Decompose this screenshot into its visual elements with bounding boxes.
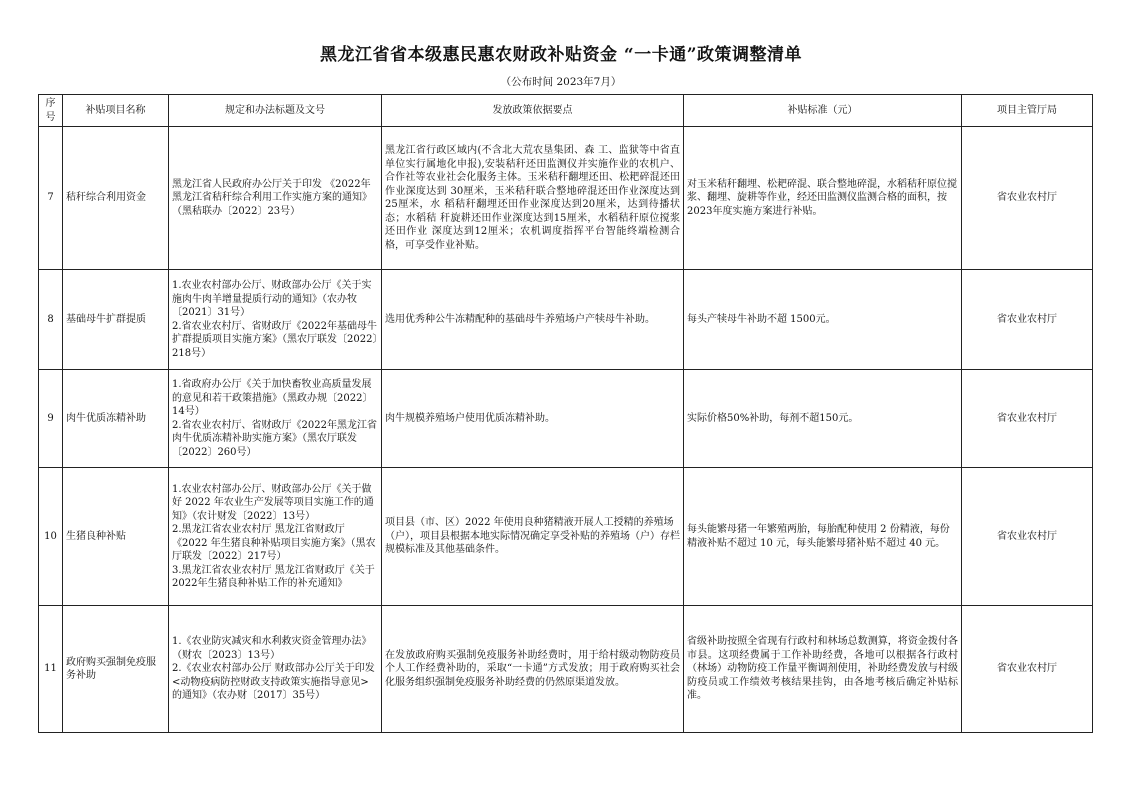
doc-line: 2.省农业农村厅、省财政厅《2022年黑龙江省肉牛优质冻精补助实施方案》（黑农厅联发〔2022〕260号） <box>172 419 377 458</box>
doc-line: 2.《农业农村部办公厅 财政部办公厅关于印发<动物疫病防控财政支持政策实施指导意见>的通知》（农办财〔2017〕35号） <box>172 663 375 702</box>
table-row <box>39 370 1093 468</box>
cell-standard: 对玉米秸秆翻埋、松耙碎混、联合整地碎混，水稻秸秆原位搅浆、翻埋、旋耕等作业，经还田监测仪监测合格的面积，按2023年度实施方案进行补贴。 <box>684 127 962 270</box>
doc-line: 1.省政府办公厅《关于加快畜牧业高质量发展的意见和若干政策措施》（黑政办规〔2022〕14号） <box>172 379 373 417</box>
doc-line: 3.黑龙江省农业农村厅 黑龙江省财政厅《关于2022年生猪良种补贴工作的补充通知》 <box>172 564 375 589</box>
cell-standard: 省级补助按照全省现有行政村和林场总数测算，将资金拨付各市县。这项经费属于工作补助经费，各地可以根据各行政村（林场）动物防疫工作量平衡调剂使用，补助经费发放与村级防疫员或工作绩效考核结果挂钩，由各地考核后确定补贴标准。 <box>684 606 962 733</box>
cell-name: 生猪良种补贴 <box>63 468 169 606</box>
table-row <box>39 468 1093 606</box>
policy-table <box>38 94 1093 733</box>
cell-name: 政府购买强制免疫服务补助 <box>63 606 169 733</box>
header-doc: 规定和办法标题及文号 <box>169 95 382 127</box>
table-header-row <box>39 95 1093 127</box>
doc-line: 黑龙江省人民政府办公厅关于印发 《2022年黑龙江省秸秆综合利用工作实施方案的通知》（黑秸联办〔2022〕23号） <box>172 178 372 217</box>
cell-name: 秸秆综合利用资金 <box>63 127 169 270</box>
cell-basis: 黑龙江省行政区域内(不含北大荒农垦集团、森 工、监狱等中省直单位实行属地化申报),安装秸秆还田监测仪并实施作业的农机户、合作社等农业社会化服务主体。玉米秸秆翻埋还田、松耙碎混还田作业深度达到 30厘米，玉米秸秆联合整地碎混还田作业深度达到 25厘米，水 稻秸秆翻埋还田作业深度达到20厘米，达到待播状态；水稻秸 秆旋耕还田作业深度达到15厘米，水稻秸秆原位搅浆还田作业 深度达到12厘米；农机调度指挥平台智能终端检测合格，可享受作业补贴。 <box>382 127 684 270</box>
cell-basis: 选用优秀种公牛冻精配种的基础母牛养殖场户产犊母牛补助。 <box>382 270 684 370</box>
header-seq: 序号 <box>39 95 63 127</box>
doc-line: 1.《农业防灾减灾和水利救灾资金管理办法》（财农〔2023〕13号） <box>172 636 372 661</box>
cell-standard: 每头产犊母牛补助不超 1500元。 <box>684 270 962 370</box>
cell-seq: 7 <box>39 127 63 270</box>
cell-name: 肉牛优质冻精补助 <box>63 370 169 468</box>
cell-standard: 每头能繁母猪一年繁殖两胎，每胎配种使用 2 份精液，每份精液补贴不超过 10 元，每头能繁母猪补贴不超过 40 元。 <box>684 468 962 606</box>
cell-doc <box>169 127 382 270</box>
doc-line: 1.农业农村部办公厅、财政部办公厅《关于做好 2022 年农业生产发展等项目实施工作的通知》（农计财发〔2022〕13号） <box>172 483 374 522</box>
header-basis: 发放政策依据要点 <box>382 95 684 127</box>
cell-dept: 省农业农村厅 <box>962 370 1093 468</box>
cell-name: 基础母牛扩群提质 <box>63 270 169 370</box>
cell-basis: 在发放政府购买强制免疫服务补助经费时，用于给村级动物防疫员个人工作经费补助的，采取“一卡通”方式发放；用于政府购买社会化服务组织强制免疫服务补助经费的仍然原渠道发放。 <box>382 606 684 733</box>
cell-basis: 肉牛规模养殖场户使用优质冻精补助。 <box>382 370 684 468</box>
cell-dept: 省农业农村厅 <box>962 606 1093 733</box>
cell-dept: 省农业农村厅 <box>962 270 1093 370</box>
cell-basis: 项目县（市、区）2022 年使用良种猪精液开展人工授精的养殖场（户），项目县根据本地实际情况确定享受补贴的养殖场（户）存栏规模标准及其他基础条件。 <box>382 468 684 606</box>
header-standard: 补贴标准（元） <box>684 95 962 127</box>
doc-line: 2.黑龙江省农业农村厅 黑龙江省财政厅《2022 年生猪良种补贴项目实施方案》（黑农厅联发〔2022〕217号） <box>172 524 376 562</box>
header-name: 补贴项目名称 <box>63 95 169 127</box>
cell-doc <box>169 270 382 370</box>
cell-seq: 8 <box>39 270 63 370</box>
document-title: 黑龙江省省本级惠民惠农财政补贴资金 “一卡通”政策调整清单 <box>320 45 802 65</box>
cell-standard: 实际价格50%补助，每剂不超150元。 <box>684 370 962 468</box>
table-row <box>39 270 1093 370</box>
publish-date: （公布时间 2023年7月） <box>500 76 622 88</box>
doc-line: 2.省农业农村厅、省财政厅《2022年基础母牛扩群提质项目实施方案》（黑农厅联发〔2022〕218号） <box>172 320 378 359</box>
cell-doc <box>169 468 382 606</box>
cell-seq: 10 <box>39 468 63 606</box>
cell-doc <box>169 370 382 468</box>
table-row <box>39 606 1093 733</box>
cell-seq: 9 <box>39 370 63 468</box>
doc-clip <box>172 483 378 591</box>
cell-doc <box>169 606 382 733</box>
doc-line: 1.农业农村部办公厅、财政部办公厅《关于实施肉牛肉羊增量提质行动的通知》（农办牧〔2021〕31号） <box>172 280 372 318</box>
table-row <box>39 127 1093 270</box>
cell-dept: 省农业农村厅 <box>962 127 1093 270</box>
cell-seq: 11 <box>39 606 63 733</box>
cell-dept: 省农业农村厅 <box>962 468 1093 606</box>
header-dept: 项目主管厅局 <box>962 95 1093 127</box>
